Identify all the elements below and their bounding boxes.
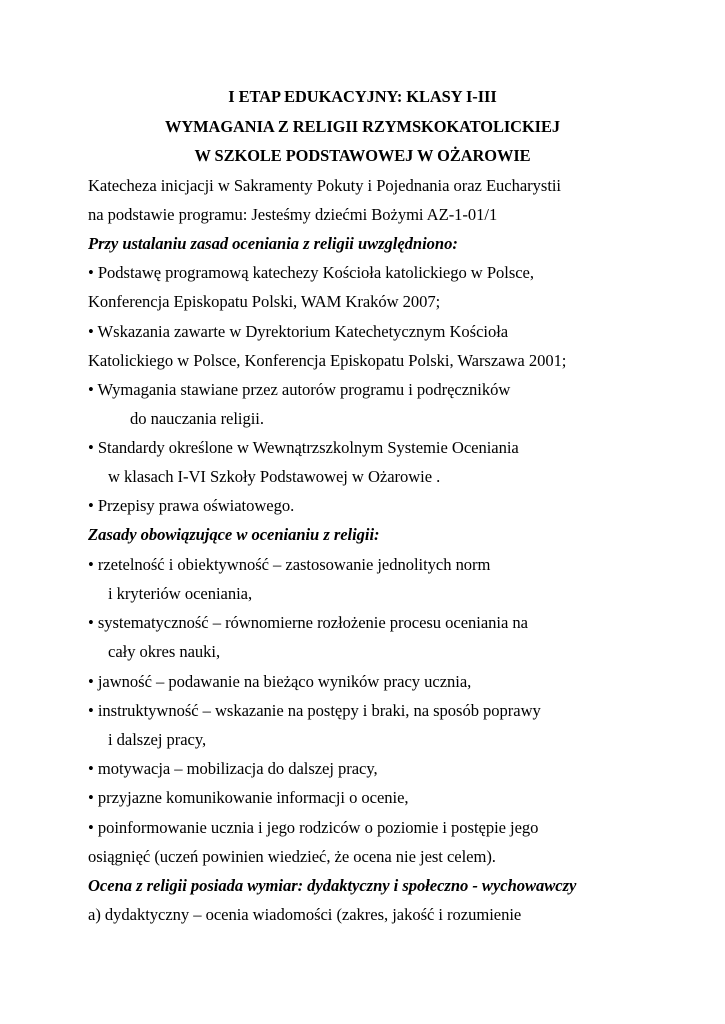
intro-line-2: na podstawie programu: Jesteśmy dziećmi Bożymi AZ-1-01/1 bbox=[88, 205, 498, 224]
section-heading-criteria: Przy ustalaniu zasad oceniania z religii uwzględniono: bbox=[88, 234, 458, 253]
list-item: • Wskazania zawarte w Dyrektorium Katechetycznym Kościoła bbox=[88, 322, 509, 341]
list-item: • Standardy określone w Wewnątrzszkolnym Systemie Oceniania bbox=[88, 438, 519, 457]
list-item-continuation: Konferencja Episkopatu Polski, WAM Kraków 2007; bbox=[88, 292, 441, 311]
list-item-continuation: cały okres nauki, bbox=[108, 642, 221, 661]
list-item: • rzetelność i obiektywność – zastosowanie jednolitych norm bbox=[88, 555, 491, 574]
list-item-continuation: osiągnięć (uczeń powinien wiedzieć, że ocena nie jest celem). bbox=[88, 847, 496, 866]
list-item-continuation: w klasach I-VI Szkoły Podstawowej w Ożarowie . bbox=[108, 467, 441, 486]
section-heading-rules: Zasady obowiązujące w ocenianiu z religii: bbox=[88, 525, 380, 544]
document-title-line-2: WYMAGANIA Z RELIGII RZYMSKOKATOLICKIEJ bbox=[164, 117, 561, 136]
list-item-continuation: do nauczania religii. bbox=[130, 409, 264, 428]
intro-line-1: Katecheza inicjacji w Sakramenty Pokuty i Pojednania oraz Eucharystii bbox=[88, 176, 561, 195]
list-item: • jawność – podawanie na bieżąco wyników pracy ucznia, bbox=[88, 672, 472, 691]
list-item: • motywacja – mobilizacja do dalszej pracy, bbox=[88, 759, 378, 778]
list-item: • Podstawę programową katechezy Kościoła katolickiego w Polsce, bbox=[88, 263, 534, 282]
list-item-continuation: Katolickiego w Polsce, Konferencja Episkopatu Polski, Warszawa 2001; bbox=[88, 351, 567, 370]
document-title-line-3: W SZKOLE PODSTAWOWEJ W OŻAROWIE bbox=[194, 146, 531, 165]
list-item: • Przepisy prawa oświatowego. bbox=[88, 496, 295, 515]
section-heading-dimensions: Ocena z religii posiada wymiar: dydaktyczny i społeczno - wychowawczy bbox=[88, 876, 577, 895]
list-item-continuation: i dalszej pracy, bbox=[108, 730, 207, 749]
list-item: • Wymagania stawiane przez autorów programu i podręczników bbox=[88, 380, 511, 399]
list-item: • przyjazne komunikowanie informacji o ocenie, bbox=[88, 788, 409, 807]
list-item: a) dydaktyczny – ocenia wiadomości (zakres, jakość i rozumienie bbox=[88, 905, 522, 924]
list-item: • instruktywność – wskazanie na postępy i braki, na sposób poprawy bbox=[88, 701, 541, 720]
list-item-continuation: i kryteriów oceniania, bbox=[108, 584, 253, 603]
list-item: • poinformowanie ucznia i jego rodziców o poziomie i postępie jego bbox=[88, 818, 539, 837]
document-title-line-1: I ETAP EDUKACYJNY: KLASY I-III bbox=[228, 87, 497, 106]
list-item: • systematyczność – równomierne rozłożenie procesu oceniania na bbox=[88, 613, 528, 632]
